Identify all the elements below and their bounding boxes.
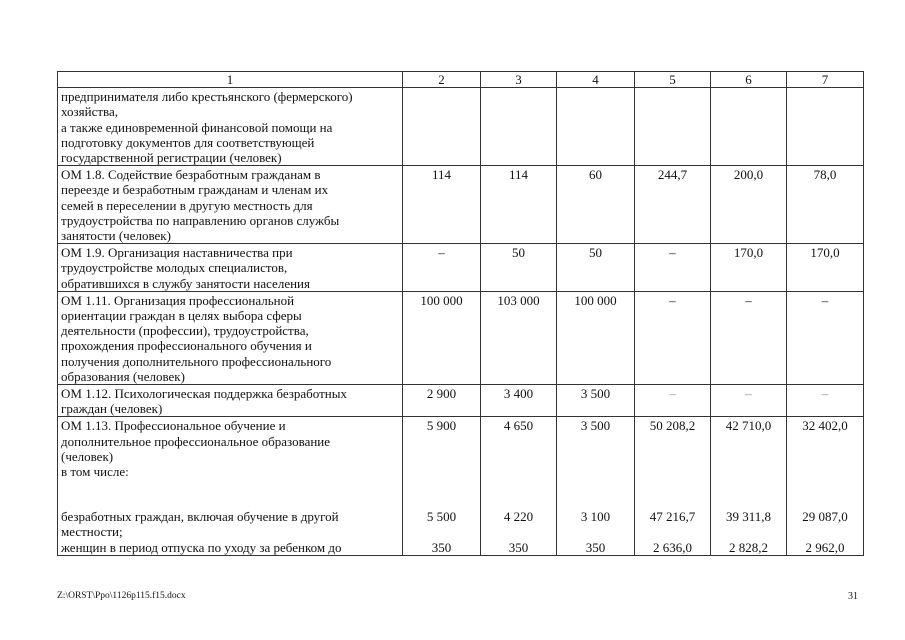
value-cell xyxy=(787,166,864,244)
row-label xyxy=(58,417,403,555)
cell-value: 350 xyxy=(585,539,606,555)
cell-value: 5 500 xyxy=(426,509,457,525)
table-header-row xyxy=(58,72,864,88)
label-line: образования (человек) xyxy=(61,368,185,384)
data-table xyxy=(57,71,864,556)
value-cell xyxy=(481,291,557,384)
label-line: женщин в период отпуска по уходу за ребенком до xyxy=(61,539,342,555)
cell-value: 3 500 xyxy=(580,386,611,402)
spacer xyxy=(790,434,860,510)
value-cell xyxy=(635,291,711,384)
label-line: ОМ 1.13. Профессиональное обучение и xyxy=(61,418,286,434)
row-label xyxy=(58,244,403,292)
value-cell xyxy=(481,88,557,166)
cell-value: – xyxy=(669,245,676,261)
page-number: 31 xyxy=(848,591,858,602)
value-cell xyxy=(481,417,557,555)
cell-value: – xyxy=(669,386,676,402)
value-cell xyxy=(635,244,711,292)
cell-value: 2 962,0 xyxy=(805,539,845,555)
label-line: ОМ 1.8. Содействие безработным гражданам в xyxy=(61,167,321,183)
value-cell xyxy=(711,244,787,292)
value-cell xyxy=(557,417,635,555)
cell-value: 60 xyxy=(589,167,602,183)
value-cell xyxy=(403,244,481,292)
label-line: ОМ 1.9. Организация наставничества при xyxy=(61,245,293,261)
value-cell xyxy=(711,166,787,244)
cell-value: 3 400 xyxy=(503,386,534,402)
cell-value: 2 900 xyxy=(426,386,457,402)
cell-value: 100 000 xyxy=(574,292,617,308)
cell-value: 2 636,0 xyxy=(653,539,692,555)
value-cell xyxy=(557,244,635,292)
label-line: хозяйства, xyxy=(61,104,119,120)
value-cell xyxy=(787,291,864,384)
label-line: предпринимателя либо крестьянского (фермерского) xyxy=(61,89,353,105)
column-header: 4 xyxy=(557,72,635,88)
value-cell xyxy=(635,166,711,244)
cell-value: 103 000 xyxy=(497,292,540,308)
row-label xyxy=(58,385,403,417)
spacer xyxy=(714,434,783,510)
value-cell xyxy=(635,417,711,555)
cell-value: 170,0 xyxy=(810,245,840,261)
cell-value: 200,0 xyxy=(733,167,764,183)
spacer xyxy=(484,434,553,510)
spacer xyxy=(484,524,553,539)
label-line: переезде и безработным гражданам и членам их xyxy=(61,182,329,198)
column-header: 5 xyxy=(635,72,711,88)
value-cell xyxy=(787,417,864,555)
cell-value: – xyxy=(438,245,445,261)
value-cell xyxy=(635,385,711,417)
cell-value: 170,0 xyxy=(733,245,764,261)
cell-value: – xyxy=(745,386,752,402)
value-cell xyxy=(711,385,787,417)
cell-value: 39 311,8 xyxy=(725,509,772,525)
spacer xyxy=(406,434,477,510)
value-cell xyxy=(403,417,481,555)
cell-value: 350 xyxy=(508,539,529,555)
label-line: прохождения профессионального обучения и xyxy=(61,338,312,354)
value-cell xyxy=(635,88,711,166)
column-header: 2 xyxy=(403,72,481,88)
cell-value: 47 216,7 xyxy=(649,509,696,525)
label-line: а также единовременной финансовой помощи на xyxy=(61,119,333,135)
value-cell xyxy=(481,244,557,292)
value-cell xyxy=(403,88,481,166)
cell-value: 32 402,0 xyxy=(802,418,848,434)
cell-value: – xyxy=(745,292,752,308)
value-cell xyxy=(481,385,557,417)
cell-value: 2 828,2 xyxy=(729,539,768,555)
label-line: обратившихся в службу занятости населения xyxy=(61,275,310,291)
label-line: граждан (человек) xyxy=(61,401,163,417)
value-cell xyxy=(403,166,481,244)
cell-value: 4 650 xyxy=(503,418,534,434)
value-cell xyxy=(787,244,864,292)
spacer xyxy=(560,434,631,510)
cell-value: 50 xyxy=(512,245,525,261)
label-line: (человек) xyxy=(61,448,114,464)
label-line: местности; xyxy=(61,524,123,540)
file-path: Z:\ORST\Ppo\1126p115.f15.docx xyxy=(57,591,186,601)
value-cell xyxy=(403,385,481,417)
label-line: деятельности (профессии), трудоустройства, xyxy=(61,323,309,339)
value-cell xyxy=(711,88,787,166)
row-label xyxy=(58,166,403,244)
cell-value: 114 xyxy=(508,167,529,183)
column-header: 7 xyxy=(787,72,864,88)
label-line: получения дополнительного профессионального xyxy=(61,353,332,369)
cell-value: 100 000 xyxy=(420,292,463,308)
value-cell xyxy=(557,385,635,417)
cell-value: – xyxy=(821,386,829,402)
table-row xyxy=(58,88,864,166)
label-line: государственной регистрации (человек) xyxy=(61,150,282,166)
cell-value: 4 220 xyxy=(503,509,534,525)
cell-value: 50 xyxy=(589,245,602,261)
cell-value: 350 xyxy=(431,539,452,555)
value-cell xyxy=(787,88,864,166)
label-line: трудоустройстве молодых специалистов, xyxy=(61,260,288,276)
spacer xyxy=(638,434,707,510)
label-line: трудоустройства по направлению органов службы xyxy=(61,212,340,228)
value-cell xyxy=(481,166,557,244)
cell-value: – xyxy=(669,292,676,308)
value-cell xyxy=(403,291,481,384)
value-cell xyxy=(557,166,635,244)
table-row xyxy=(58,417,864,555)
cell-value: 3 100 xyxy=(580,509,611,525)
spacer xyxy=(560,524,631,539)
cell-value: 78,0 xyxy=(813,167,837,183)
value-cell xyxy=(787,385,864,417)
value-cell xyxy=(557,291,635,384)
label-line: семей в переселении в другую местность для xyxy=(61,197,313,213)
value-cell xyxy=(711,417,787,555)
cell-value: 50 208,2 xyxy=(649,418,696,434)
column-header: 6 xyxy=(711,72,787,88)
label-line: в том числе: xyxy=(61,464,129,480)
spacer xyxy=(406,524,477,539)
label-line: дополнительное профессиональное образование xyxy=(61,433,331,449)
cell-value: 114 xyxy=(431,167,452,183)
cell-value: 5 900 xyxy=(426,418,457,434)
table-row xyxy=(58,291,864,384)
cell-value: 42 710,0 xyxy=(725,418,772,434)
table-row xyxy=(58,244,864,292)
column-header: 3 xyxy=(481,72,557,88)
cell-value: 244,7 xyxy=(657,167,688,183)
spacer xyxy=(790,524,860,539)
spacer xyxy=(714,524,783,539)
row-label xyxy=(58,291,403,384)
label-line: занятости (человек) xyxy=(61,228,171,244)
cell-value: 29 087,0 xyxy=(802,509,848,525)
column-header: 1 xyxy=(58,72,403,88)
row-label xyxy=(58,88,403,166)
label-line: подготовку документов для соответствующей xyxy=(61,134,315,150)
label-line: ОМ 1.12. Психологическая поддержка безработных xyxy=(61,386,347,402)
cell-value: 3 500 xyxy=(580,418,611,434)
value-cell xyxy=(557,88,635,166)
spacer xyxy=(61,479,399,509)
label-line: безработных граждан, включая обучение в другой xyxy=(61,509,339,525)
table-row xyxy=(58,166,864,244)
label-line: ОМ 1.11. Организация профессиональной xyxy=(61,292,295,308)
cell-value: – xyxy=(821,292,829,308)
value-cell xyxy=(711,291,787,384)
table-row xyxy=(58,385,864,417)
spacer xyxy=(638,524,707,539)
label-line: ориентации граждан в целях выбора сферы xyxy=(61,308,302,324)
